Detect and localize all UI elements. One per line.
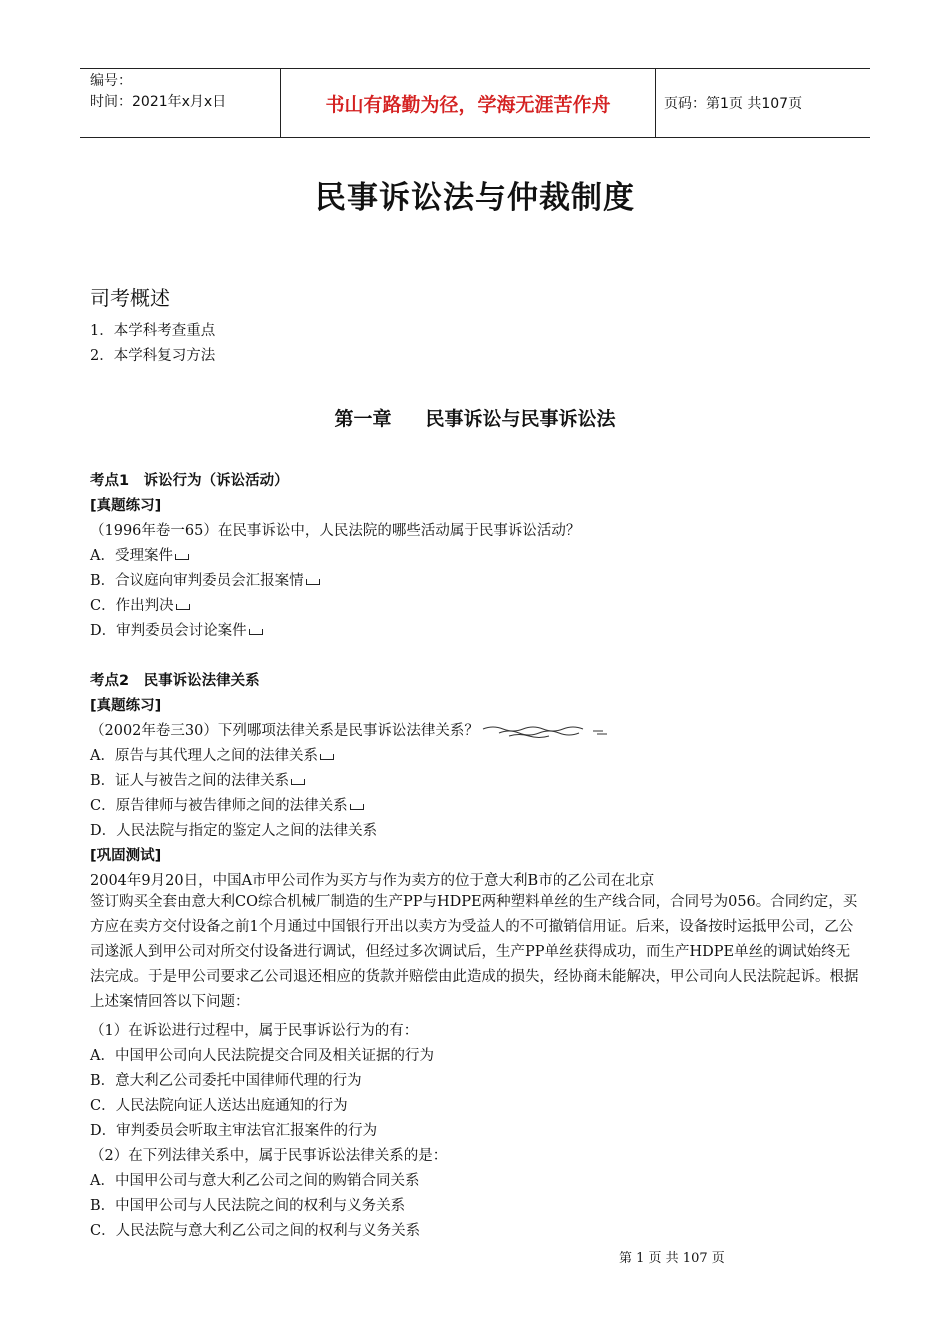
header-meta — [80, 69, 280, 137]
option-item: C．人民法院与意大利乙公司之间的权利与义务关系 — [90, 1223, 421, 1239]
option-item: B．意大利乙公司委托中国律师代理的行为 — [90, 1073, 362, 1089]
edit-mark-icon — [306, 579, 320, 585]
header-page-label: 页码：第1页 共107页 — [664, 96, 803, 112]
question-2: （2）在下列法律关系中，属于民事诉讼法律关系的是： — [90, 1148, 448, 1164]
option-item: D．人民法院与指定的鉴定人之间的法律关系 — [90, 823, 378, 839]
option-item: C．原告律师与被告律师之间的法律关系 — [90, 794, 364, 815]
chapter-number: 第一章 — [334, 408, 392, 430]
option-item: A．原告与其代理人之间的法律关系 — [90, 744, 334, 765]
overview-item: 2．本学科复习方法 — [90, 348, 216, 364]
page-footer: 第 1 页 共 107 页 — [619, 1251, 725, 1266]
option-item: D．审判委员会听取主审法官汇报案件的行为 — [90, 1123, 378, 1139]
edit-mark-icon — [249, 629, 263, 635]
option-item: B．证人与被告之间的法律关系 — [90, 769, 305, 790]
edit-mark-icon — [291, 779, 305, 785]
question-1: （1）在诉讼进行过程中，属于民事诉讼行为的有： — [90, 1023, 419, 1039]
edit-mark-icon — [350, 804, 364, 810]
point1-sub: [真题练习] — [90, 498, 162, 514]
option-item: A．中国甲公司向人民法院提交合同及相关证据的行为 — [90, 1048, 434, 1064]
point2-sub: [真题练习] — [90, 698, 162, 714]
chapter-heading — [0, 404, 950, 431]
option-item: B．中国甲公司与人民法院之间的权利与义务关系 — [90, 1198, 406, 1214]
edit-mark-icon — [320, 754, 334, 760]
point2-sub2: [巩固测试] — [90, 848, 162, 864]
point2-heading: 考点2 民事诉讼法律关系 — [90, 673, 260, 689]
number-label: 编号： — [90, 73, 132, 89]
option-item: D．审判委员会讨论案件 — [90, 619, 263, 640]
time-label: 时间：2021年x月x日 — [90, 94, 227, 110]
document-title: 民事诉讼法与仲裁制度 — [315, 180, 635, 216]
page-header — [80, 68, 870, 138]
option-item: C．作出判决 — [90, 594, 190, 615]
point2-question: （2002年卷三30）下列哪项法律关系是民事诉讼法律关系？ — [90, 719, 609, 740]
squiggle-mark-icon — [479, 723, 609, 739]
option-item: A．受理案件 — [90, 544, 189, 565]
case-body: 签订购买全套由意大利CO综合机械厂制造的生产PP与HDPE两种塑料单丝的生产线合同，合同号为056。合同约定，买方应在卖方交付设备之前1个月通过中国银行开出以卖方为受益人的不可撤销信用证。后来，设备按时运抵甲公司，乙公司遂派人到甲公司对所交付设备进行调试，但经过多次调试后，生产PP单丝获得成功，而生产HDPE单丝的调试始终无法完成。于是甲公司要求乙公司退还相应的货款并赔偿由此造成的损失，经协商未能解决，甲公司向人民法院起诉。根据上述案情回答以下问题： — [90, 894, 859, 1010]
overview-item: 1．本学科考查重点 — [90, 323, 216, 339]
edit-mark-icon — [175, 554, 189, 560]
point1-question: （1996年卷一65）在民事诉讼中，人民法院的哪些活动属于民事诉讼活动？ — [90, 523, 581, 539]
overview-heading: 司考概述 — [90, 286, 170, 310]
case-line-1: 2004年9月20日，中国A市甲公司作为买方与作为卖方的位于意大利B市的乙公司在北京 — [90, 873, 655, 889]
option-item: B．合议庭向审判委员会汇报案情 — [90, 569, 320, 590]
point1-heading: 考点1 诉讼行为（诉讼活动） — [90, 473, 289, 489]
header-motto: 书山有路勤为径，学海无涯苦作舟 — [280, 69, 656, 137]
edit-mark-icon — [176, 604, 190, 610]
option-item: C．人民法院向证人送达出庭通知的行为 — [90, 1098, 348, 1114]
chapter-name: 民事诉讼与民事诉讼法 — [425, 408, 616, 430]
option-item: A．中国甲公司与意大利乙公司之间的购销合同关系 — [90, 1173, 420, 1189]
